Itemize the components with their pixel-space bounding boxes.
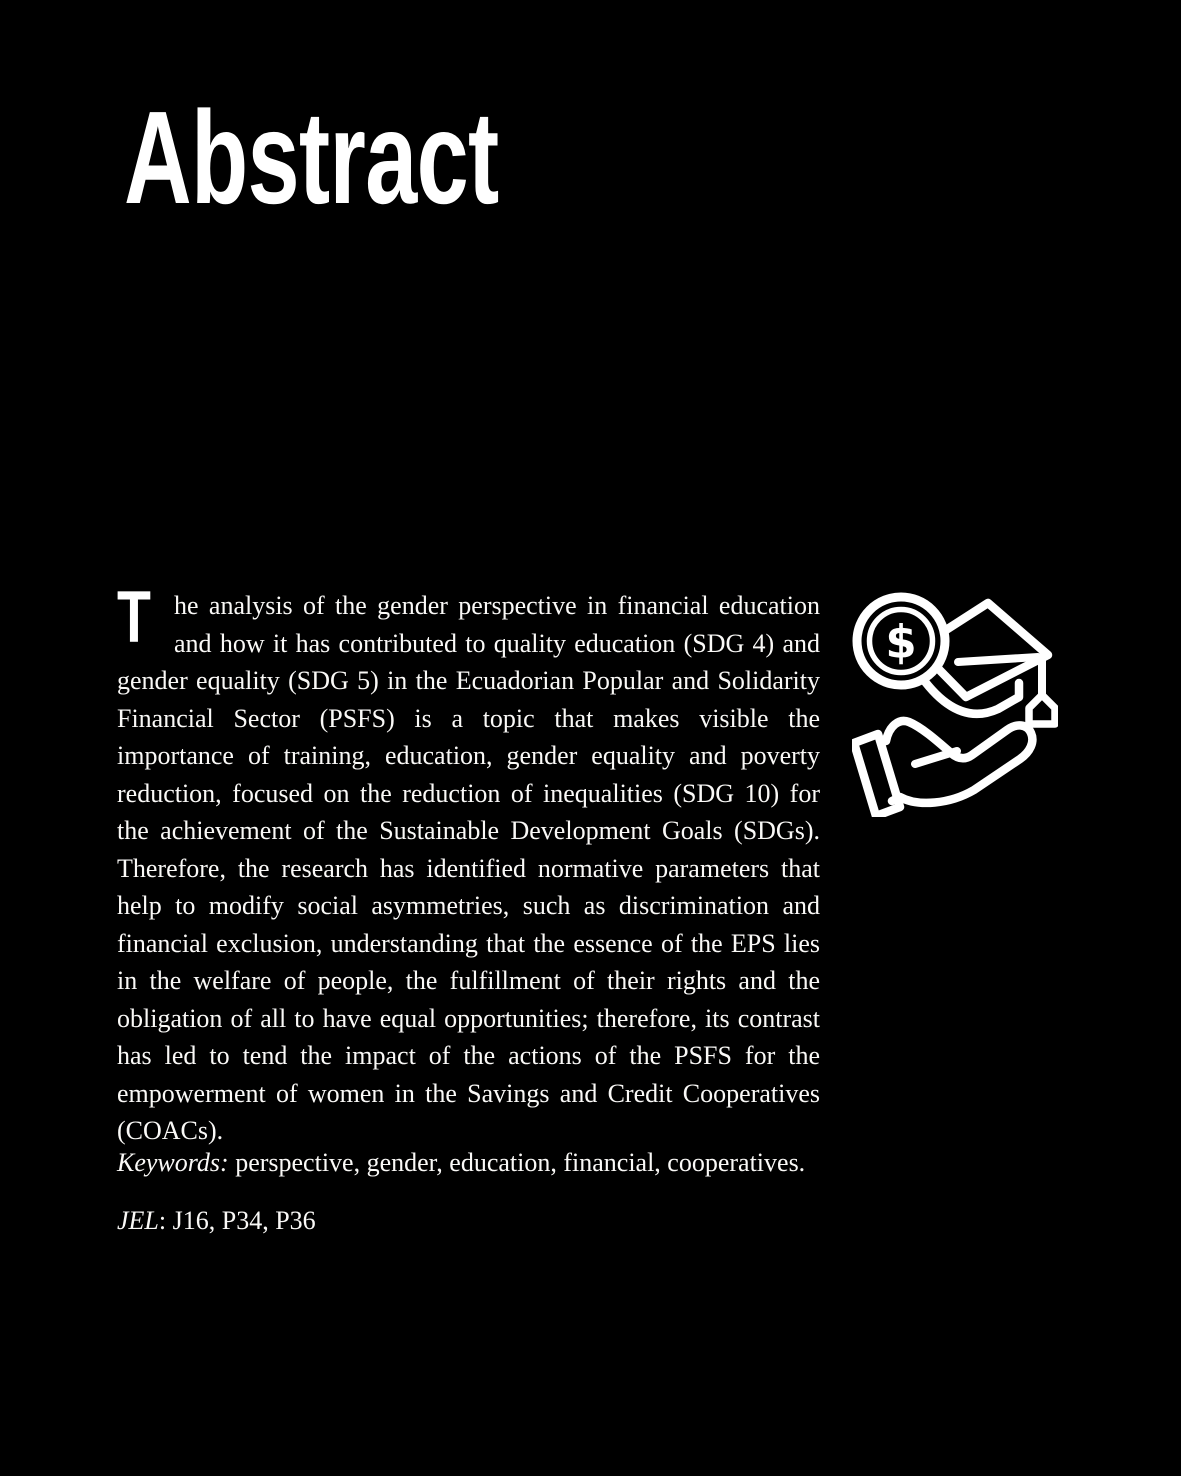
keywords-line: [117, 1147, 805, 1179]
abstract-paragraph: [117, 577, 820, 1150]
scholarship-hand-icon: [852, 591, 1058, 817]
tassel-cord: [958, 657, 1038, 662]
keywords-label: Keywords:: [117, 1148, 229, 1177]
hand-icon: [854, 721, 1032, 816]
abstract-text: he analysis of the gender perspective in financial education and how it has contributed to quality education (SDG 4) and gender equality (SDG 5) in the Ecuadorian Popular and Solidarity Financial Sector (PSFS) is a topic that makes visible the importance of training, education, gender equality and poverty reduction, focused on the reduction of inequalities (SDG 10) for the achievement of the Sustainable Development Goals (SDGs). Therefore, the research has identified normative parameters that help to modify social asymmetries, such as discrimination and financial exclusion, understanding that the essence of the EPS lies in the welfare of people, the fulfillment of their rights and the obligation of all to have equal opportunities; therefore, its contrast has led to tend the impact of the actions of the PSFS for the empowerment of women in the Savings and Credit Cooperatives (COACs).: [117, 591, 820, 1145]
hand-outline: [886, 721, 1032, 803]
keywords-text: perspective, gender, education, financial, cooperatives.: [228, 1148, 806, 1177]
dollar-sign: $: [885, 615, 917, 669]
jel-label: JEL: [117, 1206, 159, 1235]
tassel-end: [1029, 695, 1055, 724]
jel-text: : J16, P34, P36: [158, 1206, 316, 1235]
scholarship-hand-svg: [852, 591, 1058, 817]
page-title: [124, 84, 651, 231]
jel-line: [117, 1205, 316, 1237]
drop-cap: T: [117, 577, 151, 658]
dollar-coin-icon: [857, 597, 945, 685]
page-title-text: Abstract: [124, 84, 499, 231]
